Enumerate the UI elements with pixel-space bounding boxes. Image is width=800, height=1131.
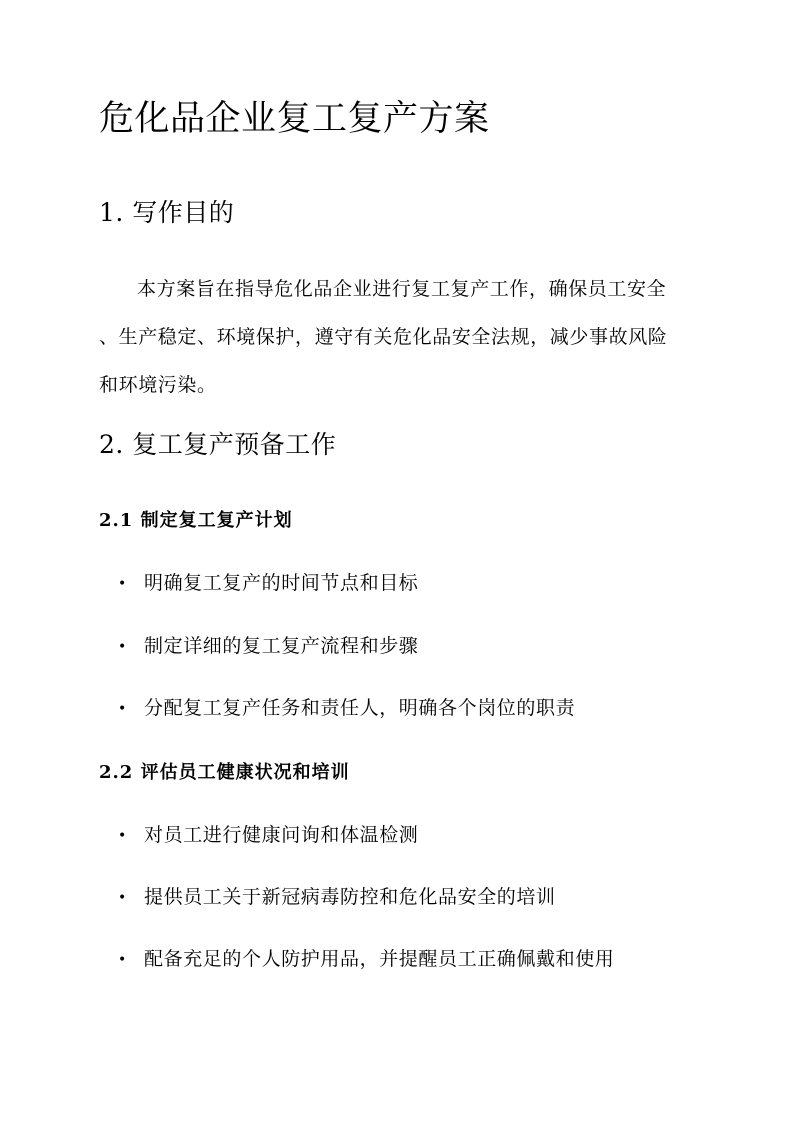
section-heading-preparation: 2. 复工复产预备工作 [99,430,337,459]
list-item-text: 配备充足的个人防护用品，并提醒员工正确佩戴和使用 [144,948,615,970]
list-item-text: 分配复工复产任务和责任人，明确各个岗位的职责 [144,697,576,719]
document-title: 危化品企业复工复产方案 [99,99,490,139]
subsection-heading-plan: 2.1 制定复工复产计划 [99,510,293,531]
list-item-text: 明确复工复产的时间节点和目标 [144,572,419,594]
paragraph-line: 本方案旨在指导危化品企业进行复工复产工作，确保员工安全 [137,278,667,300]
list-item-text: 对员工进行健康问询和体温检测 [144,824,419,846]
list-item-text: 提供员工关于新冠病毒防控和危化品安全的培训 [144,886,556,908]
section-heading-purpose: 1. 写作目的 [99,198,235,227]
bullet-icon: • [118,828,127,844]
list-item-text: 制定详细的复工复产流程和步骤 [144,635,419,657]
list-item [118,632,418,661]
bullet-icon: • [118,576,127,592]
list-item [118,883,556,912]
list-item [118,569,418,598]
list-item [118,945,614,974]
paragraph-line: 、生产稳定、环境保护，遵守有关危化品安全法规，减少事故风险 [99,326,668,348]
bullet-icon: • [118,890,127,906]
list-item [118,694,575,723]
subsection-heading-health: 2.2 评估员工健康状况和培训 [99,762,350,783]
bullet-icon: • [118,952,127,968]
list-item [118,821,418,850]
bullet-icon: • [118,639,127,655]
purpose-paragraph [99,265,705,409]
paragraph-line: 和环境污染。 [99,374,217,396]
bullet-icon: • [118,701,127,717]
